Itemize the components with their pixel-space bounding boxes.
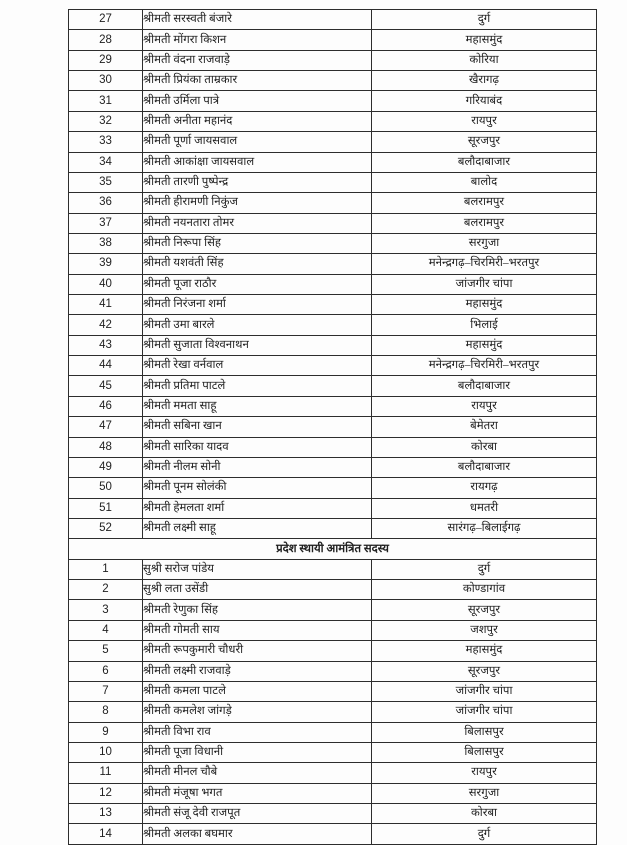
district-cell: बलौदाबाजार bbox=[372, 457, 597, 477]
serial-cell: 50 bbox=[69, 478, 143, 498]
name-cell: श्रीमती अनीता महानंद bbox=[143, 111, 372, 131]
serial-cell: 12 bbox=[69, 783, 143, 803]
district-cell: बलरामपुर bbox=[372, 213, 597, 233]
name-cell: श्रीमती लक्ष्मी साहू bbox=[143, 518, 372, 538]
name-cell: श्रीमती आकांक्षा जायसवाल bbox=[143, 152, 372, 172]
serial-cell: 37 bbox=[69, 213, 143, 233]
table-row bbox=[69, 10, 597, 30]
table-row bbox=[69, 478, 597, 498]
name-cell: श्रीमती प्रतिमा पाटले bbox=[143, 376, 372, 396]
name-cell: श्रीमती नयनतारा तोमर bbox=[143, 213, 372, 233]
table-row bbox=[69, 498, 597, 518]
table-row bbox=[69, 233, 597, 253]
table-row bbox=[69, 111, 597, 131]
district-cell: रायगढ़ bbox=[372, 478, 597, 498]
district-cell: बिलासपुर bbox=[372, 722, 597, 742]
serial-cell: 29 bbox=[69, 50, 143, 70]
district-cell: मनेन्द्रगढ़–चिरमिरी–भरतपुर bbox=[372, 254, 597, 274]
serial-cell: 36 bbox=[69, 193, 143, 213]
table-row bbox=[69, 722, 597, 742]
table-row bbox=[69, 600, 597, 620]
name-cell: श्रीमती मंजूषा भगत bbox=[143, 783, 372, 803]
table-row bbox=[69, 315, 597, 335]
district-cell: बलरामपुर bbox=[372, 193, 597, 213]
table-row bbox=[69, 763, 597, 783]
name-cell: श्रीमती रेखा वर्नवाल bbox=[143, 356, 372, 376]
name-cell: श्रीमती रूपकुमारी चौधरी bbox=[143, 641, 372, 661]
serial-cell: 33 bbox=[69, 132, 143, 152]
district-cell: रायपुर bbox=[372, 763, 597, 783]
name-cell: श्रीमती निरंजना शर्मा bbox=[143, 295, 372, 315]
district-cell: सूरजपुर bbox=[372, 661, 597, 681]
name-cell: श्रीमती संजू देवी राजपूत bbox=[143, 804, 372, 824]
district-cell: बलौदाबाजार bbox=[372, 152, 597, 172]
table-row bbox=[69, 193, 597, 213]
table-row bbox=[69, 396, 597, 416]
name-cell: श्रीमती पूजा विधानी bbox=[143, 742, 372, 762]
name-cell: श्रीमती नीलम सोनी bbox=[143, 457, 372, 477]
serial-cell: 30 bbox=[69, 71, 143, 91]
name-cell: श्रीमती यशवंती सिंह bbox=[143, 254, 372, 274]
serial-cell: 4 bbox=[69, 620, 143, 640]
serial-cell: 9 bbox=[69, 722, 143, 742]
members-table-body bbox=[69, 10, 597, 845]
name-cell: श्रीमती सरस्वती बंजारे bbox=[143, 10, 372, 30]
name-cell: श्रीमती लक्ष्मी राजवाड़े bbox=[143, 661, 372, 681]
serial-cell: 51 bbox=[69, 498, 143, 518]
name-cell: श्रीमती पूजा राठौर bbox=[143, 274, 372, 294]
district-cell: दुर्ग bbox=[372, 10, 597, 30]
section-title: प्रदेश स्थायी आमंत्रित सदस्य bbox=[69, 539, 597, 559]
serial-cell: 2 bbox=[69, 580, 143, 600]
table-row bbox=[69, 356, 597, 376]
district-cell: गरियाबंद bbox=[372, 91, 597, 111]
serial-cell: 14 bbox=[69, 824, 143, 844]
table-row bbox=[69, 559, 597, 579]
serial-cell: 6 bbox=[69, 661, 143, 681]
table-row bbox=[69, 152, 597, 172]
table-row bbox=[69, 804, 597, 824]
name-cell: श्रीमती तारणी पुष्पेन्द्र bbox=[143, 172, 372, 192]
name-cell: श्रीमती वंदना राजवाड़े bbox=[143, 50, 372, 70]
table-row bbox=[69, 71, 597, 91]
serial-cell: 35 bbox=[69, 172, 143, 192]
name-cell: श्रीमती सारिका यादव bbox=[143, 437, 372, 457]
district-cell: सरगुजा bbox=[372, 783, 597, 803]
district-cell: जांजगीर चांपा bbox=[372, 274, 597, 294]
district-cell: दुर्ग bbox=[372, 824, 597, 844]
district-cell: महासमुंद bbox=[372, 295, 597, 315]
district-cell: जांजगीर चांपा bbox=[372, 681, 597, 701]
district-cell: जशपुर bbox=[372, 620, 597, 640]
district-cell: मनेन्द्रगढ़–चिरमिरी–भरतपुर bbox=[372, 356, 597, 376]
table-row bbox=[69, 641, 597, 661]
district-cell: धमतरी bbox=[372, 498, 597, 518]
name-cell: श्रीमती मीनल चौबे bbox=[143, 763, 372, 783]
table-row bbox=[69, 518, 597, 538]
district-cell: कोरिया bbox=[372, 50, 597, 70]
serial-cell: 10 bbox=[69, 742, 143, 762]
name-cell: श्रीमती सुजाता विश्वनाथन bbox=[143, 335, 372, 355]
district-cell: कोण्डागांव bbox=[372, 580, 597, 600]
table-row bbox=[69, 335, 597, 355]
table-row bbox=[69, 457, 597, 477]
table-row bbox=[69, 437, 597, 457]
serial-cell: 40 bbox=[69, 274, 143, 294]
district-cell: खैरागढ़ bbox=[372, 71, 597, 91]
district-cell: महासमुंद bbox=[372, 335, 597, 355]
table-row bbox=[69, 213, 597, 233]
district-cell: बेमेतरा bbox=[372, 417, 597, 437]
table-row bbox=[69, 376, 597, 396]
table-row bbox=[69, 824, 597, 844]
name-cell: श्रीमती मोंगरा किशन bbox=[143, 30, 372, 50]
serial-cell: 44 bbox=[69, 356, 143, 376]
name-cell: श्रीमती कमलेश जांगड़े bbox=[143, 702, 372, 722]
name-cell: श्रीमती हेमलता शर्मा bbox=[143, 498, 372, 518]
serial-cell: 41 bbox=[69, 295, 143, 315]
serial-cell: 28 bbox=[69, 30, 143, 50]
table-row bbox=[69, 661, 597, 681]
serial-cell: 8 bbox=[69, 702, 143, 722]
table-row bbox=[69, 681, 597, 701]
name-cell: श्रीमती पूनम सोलंकी bbox=[143, 478, 372, 498]
district-cell: बालोद bbox=[372, 172, 597, 192]
name-cell: श्रीमती हीरामणी निकुंज bbox=[143, 193, 372, 213]
table-row bbox=[69, 91, 597, 111]
district-cell: सरगुजा bbox=[372, 233, 597, 253]
district-cell: भिलाई bbox=[372, 315, 597, 335]
table-row bbox=[69, 702, 597, 722]
district-cell: कोरबा bbox=[372, 804, 597, 824]
section-header-row bbox=[69, 539, 597, 559]
table-row bbox=[69, 295, 597, 315]
serial-cell: 45 bbox=[69, 376, 143, 396]
district-cell: सूरजपुर bbox=[372, 132, 597, 152]
serial-cell: 13 bbox=[69, 804, 143, 824]
name-cell: सुश्री लता उसेंडी bbox=[143, 580, 372, 600]
table-row bbox=[69, 417, 597, 437]
serial-cell: 5 bbox=[69, 641, 143, 661]
district-cell: रायपुर bbox=[372, 111, 597, 131]
table-row bbox=[69, 620, 597, 640]
serial-cell: 47 bbox=[69, 417, 143, 437]
name-cell: श्रीमती सबिना खान bbox=[143, 417, 372, 437]
serial-cell: 34 bbox=[69, 152, 143, 172]
members-table bbox=[68, 9, 597, 845]
table-row bbox=[69, 30, 597, 50]
serial-cell: 39 bbox=[69, 254, 143, 274]
table-row bbox=[69, 50, 597, 70]
name-cell: श्रीमती रेणुका सिंह bbox=[143, 600, 372, 620]
serial-cell: 31 bbox=[69, 91, 143, 111]
district-cell: जांजगीर चांपा bbox=[372, 702, 597, 722]
district-cell: कोरबा bbox=[372, 437, 597, 457]
serial-cell: 7 bbox=[69, 681, 143, 701]
name-cell: श्रीमती उर्मिला पात्रे bbox=[143, 91, 372, 111]
table-row bbox=[69, 580, 597, 600]
district-cell: सूरजपुर bbox=[372, 600, 597, 620]
serial-cell: 3 bbox=[69, 600, 143, 620]
district-cell: बलौदाबाजार bbox=[372, 376, 597, 396]
serial-cell: 1 bbox=[69, 559, 143, 579]
table-row bbox=[69, 132, 597, 152]
table-row bbox=[69, 274, 597, 294]
serial-cell: 32 bbox=[69, 111, 143, 131]
table-row bbox=[69, 742, 597, 762]
name-cell: श्रीमती उमा बारले bbox=[143, 315, 372, 335]
serial-cell: 48 bbox=[69, 437, 143, 457]
serial-cell: 42 bbox=[69, 315, 143, 335]
name-cell: श्रीमती गोमती साय bbox=[143, 620, 372, 640]
district-cell: महासमुंद bbox=[372, 641, 597, 661]
serial-cell: 27 bbox=[69, 10, 143, 30]
name-cell: श्रीमती ममता साहू bbox=[143, 396, 372, 416]
table-row bbox=[69, 172, 597, 192]
serial-cell: 43 bbox=[69, 335, 143, 355]
name-cell: सुश्री सरोज पांडेय bbox=[143, 559, 372, 579]
name-cell: श्रीमती अलका बघमार bbox=[143, 824, 372, 844]
name-cell: श्रीमती प्रियंका ताम्रकार bbox=[143, 71, 372, 91]
name-cell: श्रीमती निरूपा सिंह bbox=[143, 233, 372, 253]
serial-cell: 38 bbox=[69, 233, 143, 253]
serial-cell: 46 bbox=[69, 396, 143, 416]
table-row bbox=[69, 783, 597, 803]
table-row bbox=[69, 254, 597, 274]
name-cell: श्रीमती विभा राव bbox=[143, 722, 372, 742]
district-cell: रायपुर bbox=[372, 396, 597, 416]
district-cell: दुर्ग bbox=[372, 559, 597, 579]
serial-cell: 52 bbox=[69, 518, 143, 538]
district-cell: महासमुंद bbox=[372, 30, 597, 50]
district-cell: बिलासपुर bbox=[372, 742, 597, 762]
serial-cell: 49 bbox=[69, 457, 143, 477]
name-cell: श्रीमती पूर्णा जायसवाल bbox=[143, 132, 372, 152]
name-cell: श्रीमती कमला पाटले bbox=[143, 681, 372, 701]
serial-cell: 11 bbox=[69, 763, 143, 783]
district-cell: सारंगढ़–बिलाईगढ़ bbox=[372, 518, 597, 538]
